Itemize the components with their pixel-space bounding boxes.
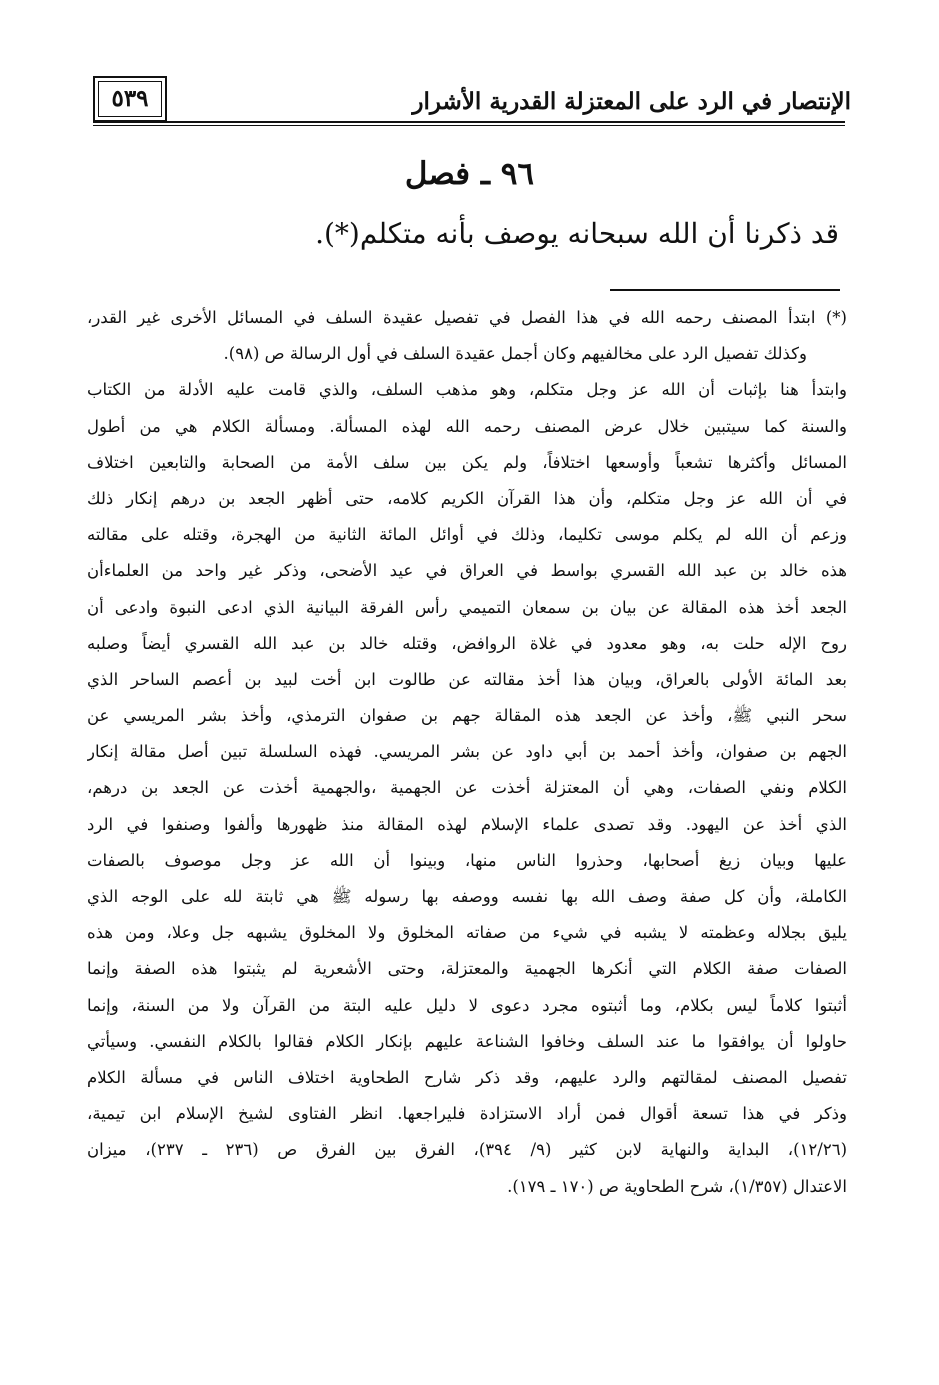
footnote-line: وابتدأ هنا بإثبات أن الله عز وجل متكلم، وهو مذهب السلف، والذي قامت عليه الأدلة من الكتاب	[87, 380, 847, 400]
footnote-line: في أن الله عز وجل متكلم، وأن هذا القرآن الكريم كلامه، حتى أظهر الجعد بن درهم إنكار ذلك	[87, 488, 847, 508]
footnote-line: المسائل وأكثرها تشعباً وأوسعها اختلافاً، ولم يكن بين سلف الأمة من الصحابة والتابعين اختلاف	[87, 452, 847, 472]
main-sentence: قد ذكرنا أن الله سبحانه يوصف بأنه متكلم(*).	[315, 217, 839, 250]
page-number-box	[93, 76, 167, 122]
footnote-line: وزعم أن الله لم يكلم موسى تكليما، وذلك في أوائل المائة الثانية من الهجرة، وقتله على مقالته	[87, 525, 847, 545]
running-title: الإنتصار في الرد على المعتزلة القدرية الأشرار	[412, 88, 851, 115]
footnote-line: تفصيل المصنف لمقالتهم والرد عليهم، وقد ذكر شارح الطحاوية اختلاف الناس في مسألة الكلام	[87, 1067, 847, 1087]
footnote-line: روح الإله حلت به، وهو معدود في غلاة الروافض، وقتله خالد بن عبد الله القسري أيضاً وصلبه	[87, 633, 847, 653]
footnote-line: سحر النبي ﷺ، وأخذ عن الجعد هذه المقالة جهم بن صفوان الترمذي، وأخذ بشر المريسي عن	[87, 706, 847, 726]
footnote-line: وكذلك تفصيل الرد على مخالفيهم وكان أجمل عقيدة السلف في أول الرسالة ص (٩٨).	[223, 344, 807, 364]
footnote-line: الاعتدال (١/٣٥٧)، شرح الطحاوية ص (١٧٠ ـ ١٧٩).	[507, 1176, 847, 1196]
footnote-line: عليها وبيان زيغ أصحابها، وحذروا الناس منها، وبينوا أن الله عز وجل موصوف بالصفات	[87, 850, 847, 870]
footnote-line: أثبتوا كلاماً ليس بكلام، وما أثبتوه مجرد دعوى لا دليل عليه البتة من القرآن ولا من السنة، وإنما	[87, 995, 847, 1015]
footnote-line: الصفات صفة الكلام التي أنكرها الجهمية والمعتزلة، وحتى الأشعرية لم يثبتوا هذه الصفة وإنما	[87, 959, 847, 979]
footnote-line: الكلام ونفي الصفات، وهي أن المعتزلة أخذت عن الجهمية ،والجهمية أخذت عن الجعد بن درهم،	[87, 778, 847, 798]
footnote-separator	[610, 289, 840, 291]
footnote-line: الجعد أخذ هذه المقالة عن بيان بن سمعان التميمي رأس الفرقة البيانية الذي ادعى النبوة وادعى أن	[87, 597, 847, 617]
page-number: ٥٣٩	[111, 85, 149, 112]
footnote-line: والسنة كما سيتبين خلال عرض المصنف رحمه الله لهذه المسألة. ومسألة الكلام هي من أطول	[87, 416, 847, 436]
footnote-line: بعد المائة الأولى بالعراق، وبيان هذا أخذ مقالته عن طالوت ابن أخت لبيد بن أعصم الساحر الذي	[87, 669, 847, 689]
footnote-line: يليق بجلاله وعظمته لا يشبه في شيء من صفاته المخلوق ولا المخلوق يشبهه جل وعلا، ومن هذه	[87, 923, 847, 943]
footnote-line: الكاملة، وأن كل صفة وصف الله بها نفسه ووصفه بها رسوله ﷺ هي ثابتة لله على الوجه الذي	[87, 887, 847, 906]
footnote-line: هذه خالد بن عبد الله القسري بواسط في العراق في عيد الأضحى، وذكر غير واحد من العلماءأن	[87, 561, 847, 581]
footnote-line: الذي أخذ عن اليهود. وقد تصدى علماء الإسلام لهذه المقالة منذ ظهورها وألفوا وصنفوا في الرد	[87, 814, 847, 834]
footnote-line: الجهم بن صفوان، وأخذ أحمد بن أبي داود عن بشر المريسي. فهذه السلسلة تبين أصل مقالة إنكار	[87, 742, 847, 762]
section-heading: ٩٦ ـ فصل	[404, 156, 535, 192]
header-rule-thin	[93, 125, 845, 126]
footnote-line: وذكر في هذا تسعة أقوال فمن أراد الاستزادة فليراجعها. انظر الفتاوى لشيخ الإسلام ابن تيمية،	[87, 1104, 847, 1124]
footnote-line: (١٢/٢٦)، البداية والنهاية لابن كثير (٩/ ٣٩٤)، الفرق بين الفرق ص (٢٣٦ ـ ٢٣٧)، ميزان	[87, 1140, 847, 1160]
footnote-line: حاولوا أن يوافقوا ما عند السلف وخافوا الشناعة عليهم بإنكار الكلام فقالوا بالكلام النفسي. وسيأتي	[87, 1031, 847, 1051]
footnote	[87, 300, 847, 1205]
header-rule	[93, 121, 845, 123]
footnote-line: (*) ابتدأ المصنف رحمه الله في هذا الفصل في تفصيل عقيدة السلف في المسائل الأخرى غير القدر،	[87, 308, 847, 327]
